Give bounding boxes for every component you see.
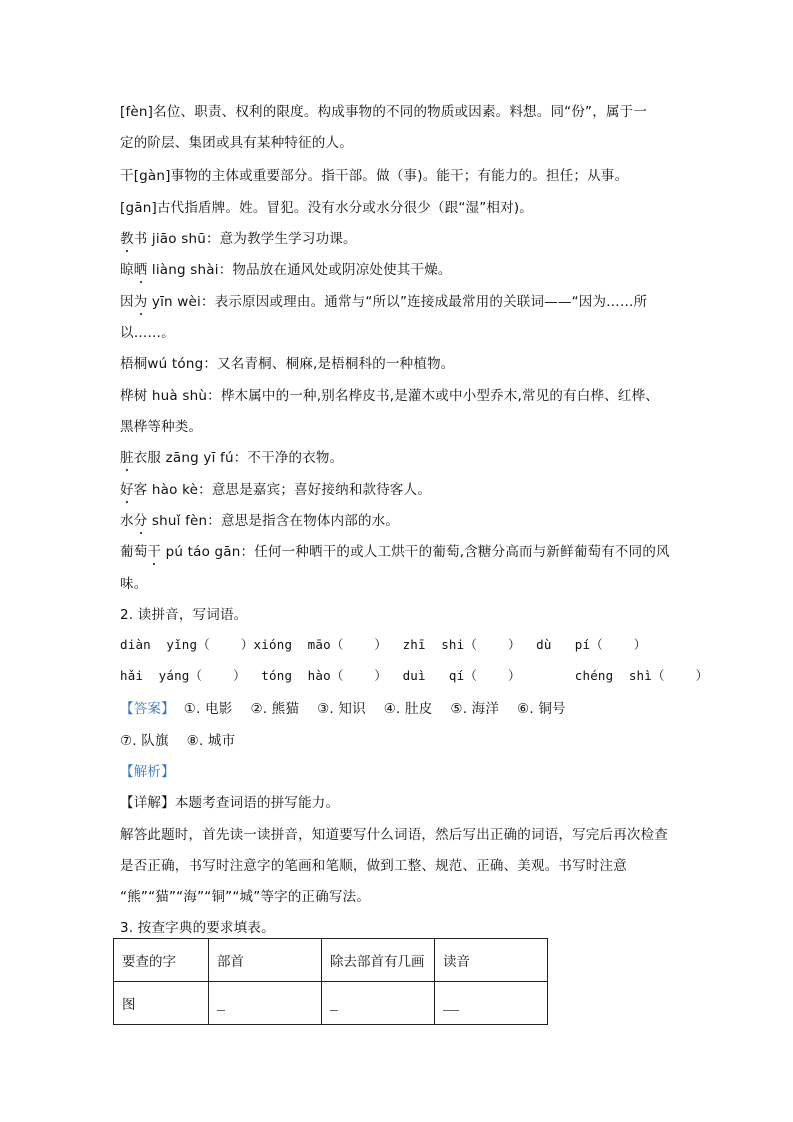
q2-detail: 【详解】本题考查词语的拼写能力。	[120, 795, 340, 811]
q2-expl-line1: 解答此题时，首先读一读拼音，知道要写什么词语，然后写出正确的词语，写完后再次检查	[120, 827, 668, 843]
q2-answer-row2: ⑦. 队旗 ⑧. 城市	[120, 733, 236, 749]
answer-label: 【答案】	[120, 701, 175, 717]
def-gan4: 干[gàn]事物的主体或重要部分。指干部。做（事)。能干；有能力的。担任；从事。	[120, 168, 629, 184]
table-cell-char: 图	[114, 982, 209, 1025]
q2-pinyin-row1: diàn yǐng（ ）xióng māo（ ） zhī shi（ ） dù pí（ ）	[120, 637, 647, 652]
q2-pinyin-row2: hǎi yáng（ ） tóng hào（ ） duì qí（ ） chéng shì（ ）	[120, 668, 709, 683]
table-cell-strokes[interactable]	[322, 982, 435, 1025]
def-fen-line2: 定的阶层、集团或具有某种特征的人。	[120, 135, 353, 151]
def-liangshai: 晾晒 liàng shài：物品放在通风处或阴凉处使其干燥。	[120, 258, 452, 278]
analysis-label: 【解析】	[120, 764, 175, 780]
q2-answer-row1: 【答案】 ①. 电影 ②. 熊猫 ③. 知识 ④. 肚皮 ⑤. 海洋 ⑥. 铜号	[120, 701, 566, 717]
table-row	[114, 982, 548, 1025]
q2-expl-line2: 是否正确，书写时注意字的笔画和笔顺，做到工整、规范、正确、美观。书写时注意	[120, 858, 627, 874]
def-shuifen: 水分 shuǐ fèn：意思是指含在物体内部的水。	[120, 509, 399, 529]
table-header-cell: 读音	[435, 939, 548, 982]
table-header-cell: 部首	[209, 939, 322, 982]
def-yinwei-line2: 以……。	[120, 325, 175, 341]
table-cell-radical[interactable]	[209, 982, 322, 1025]
table-cell-pronunciation[interactable]	[435, 982, 548, 1025]
q2-expl-line3: “熊”“猫”“海”“铜”“城”等字的正确写法。	[120, 889, 371, 905]
def-putaogan-line2: 味。	[120, 576, 148, 592]
def-fen-line1: [fèn]名位、职责、权利的限度。构成事物的不同的物质或因素。料想。同“份”，属于一	[120, 104, 648, 120]
def-yinwei-line1: 因为 yīn wèi：表示原因或理由。通常与“所以”连接成最常用的关联词——“因为……所	[120, 290, 647, 310]
def-putaogan-line1: 葡萄干 pú táo gān：任何一种晒干的或人工烘干的葡萄,含糖分高而与新鲜葡萄有不同的风	[120, 540, 670, 560]
table-header-cell: 除去部首有几画	[322, 939, 435, 982]
table-header-cell: 要查的字	[114, 939, 209, 982]
def-jiaoshu: 教书 jiāo shū：意为教学生学习功课。	[120, 227, 357, 247]
def-haoke: 好客 hào kè：意思是嘉宾；喜好接纳和款待客人。	[120, 478, 431, 498]
def-wutong: 梧桐wú tóng：又名青桐、桐麻,是梧桐科的一种植物。	[120, 356, 455, 372]
q3-title: 3. 按查字典的要求填表。	[120, 920, 275, 936]
detail-label: 【详解】	[120, 795, 175, 811]
blank-line	[443, 998, 459, 1011]
q2-title: 2. 读拼音，写词语。	[120, 607, 248, 623]
def-zangyifu: 脏衣服 zāng yī fú：不干净的衣物。	[120, 446, 343, 466]
def-huashu-line2: 黑桦等种类。	[120, 419, 203, 435]
blank-line	[217, 998, 225, 1011]
dictionary-table	[113, 938, 548, 1025]
def-gan1: [gān]古代指盾牌。姓。冒犯。没有水分或水分很少（跟“湿”相对)。	[120, 200, 533, 216]
table-header-row	[114, 939, 548, 982]
blank-line	[330, 998, 338, 1011]
def-huashu-line1: 桦树 huà shù：桦木属中的一种,别名桦皮书,是灌木或中小型乔木,常见的有白桦、红桦、	[120, 388, 659, 404]
